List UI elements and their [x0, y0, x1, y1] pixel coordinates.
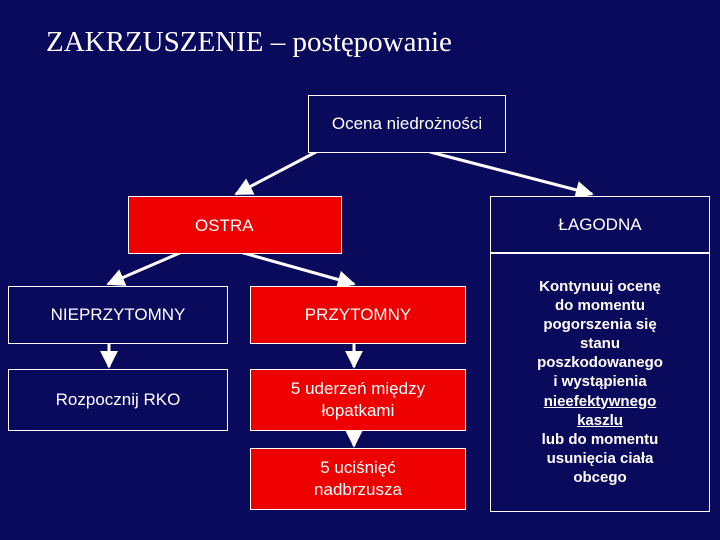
- mild-instruction-line: obcego: [573, 468, 627, 486]
- mild-instruction-line: i wystąpienia: [553, 373, 647, 391]
- node-severe-label: OSTRA: [195, 216, 254, 235]
- arrow-assess-to-mild: [430, 152, 592, 194]
- mild-instruction-line: do momentu: [555, 297, 645, 315]
- node-back-blows: [250, 369, 466, 431]
- node-conscious-label: PRZYTOMNY: [304, 304, 412, 324]
- node-mild: [490, 196, 710, 254]
- mild-instruction-line: Kontynuuj ocenę: [539, 278, 661, 296]
- node-unconscious: [8, 286, 228, 344]
- node-conscious: [250, 286, 466, 344]
- mild-instruction-line: stanu: [579, 335, 620, 353]
- node-start-cpr: [8, 369, 228, 431]
- node-assess-obstruction-label: Ocena niedrożności: [331, 113, 483, 133]
- mild-instruction-line: usunięcia ciała: [546, 449, 654, 467]
- mild-instruction-line: pogorszenia się: [543, 316, 657, 334]
- arrow-severe-to-unconscious: [108, 252, 182, 284]
- mild-instruction-line: lub do momentu: [541, 430, 659, 448]
- mild-instructions-box: [490, 252, 710, 512]
- node-abdominal-thrusts: [250, 448, 466, 510]
- arrow-assess-to-severe: [236, 152, 316, 194]
- node-unconscious-label: NIEPRZYTOMNY: [50, 304, 186, 324]
- node-mild-label: ŁAGODNA: [558, 214, 642, 234]
- mild-instruction-line-underlined: nieefektywnego: [543, 392, 657, 410]
- node-severe: [128, 196, 342, 254]
- slide-title: ZAKRZUSZENIE – postępowanie: [46, 26, 452, 58]
- mild-instruction-line: poszkodowanego: [537, 354, 663, 372]
- node-abdominal-thrusts-label: 5 uciśnięć nadbrzusza: [314, 457, 402, 499]
- mild-instruction-line-underlined: kaszlu: [577, 411, 623, 429]
- node-back-blows-label: 5 uderzeń między łopatkami: [290, 378, 426, 420]
- node-assess-obstruction: [308, 95, 506, 153]
- arrow-severe-to-conscious: [240, 252, 354, 284]
- node-start-cpr-label: Rozpocznij RKO: [55, 389, 181, 409]
